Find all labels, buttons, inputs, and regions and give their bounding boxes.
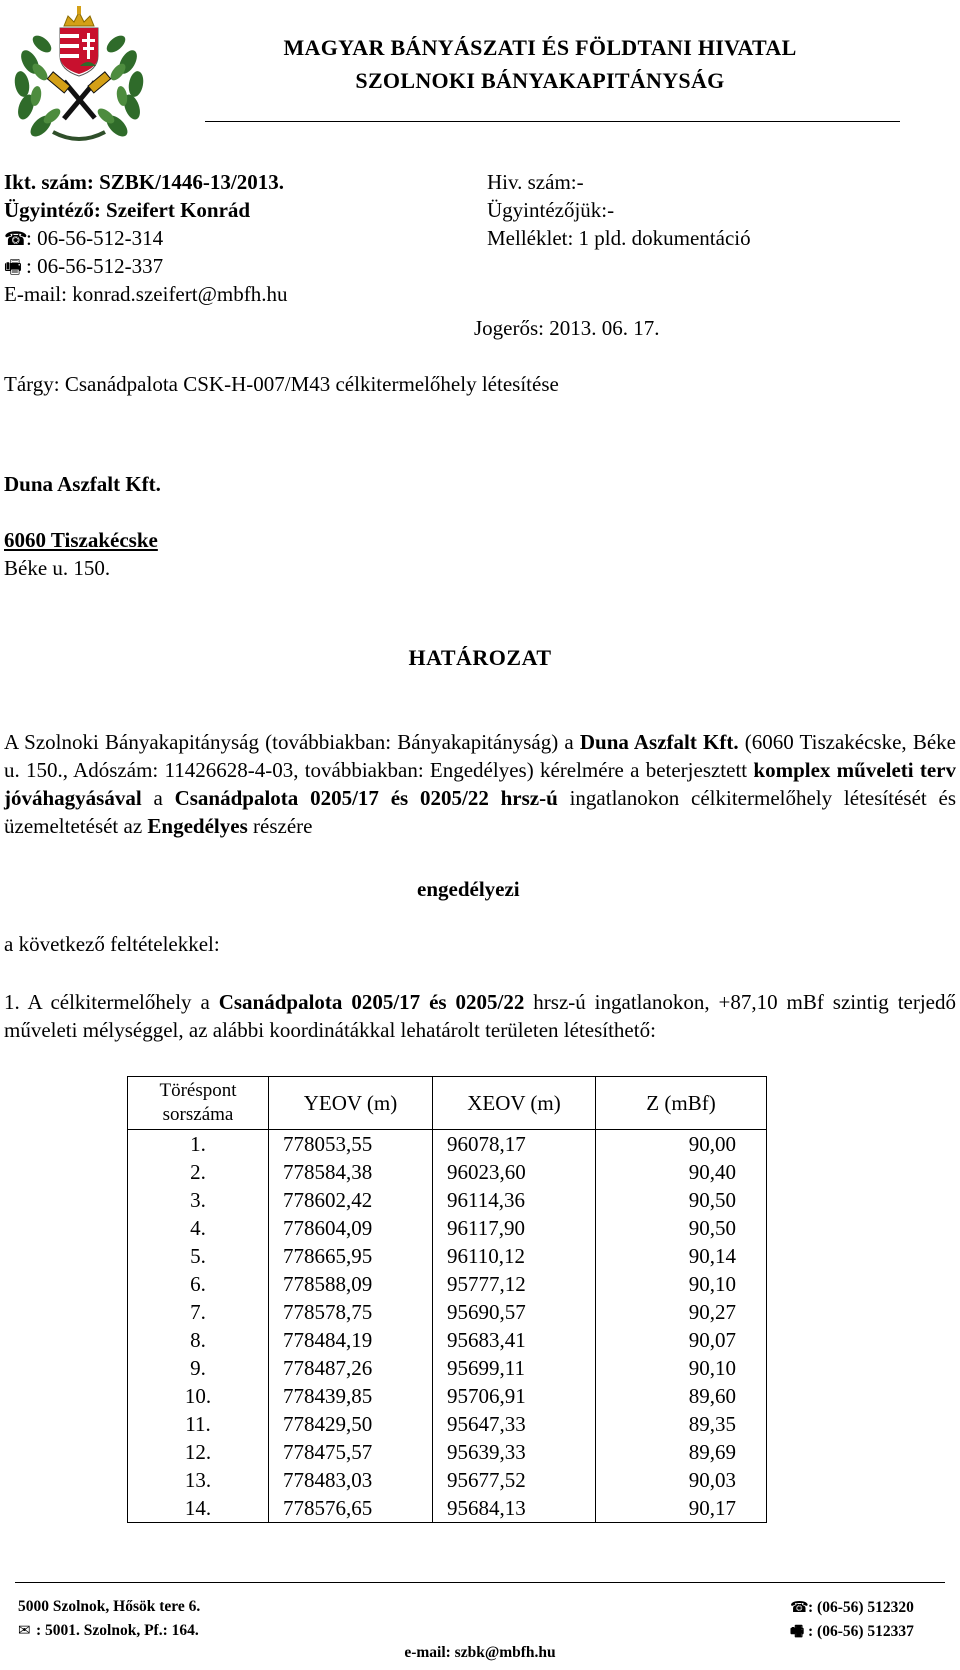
cell-yeov: 778439,85 xyxy=(269,1382,433,1410)
grants-word: engedélyezi xyxy=(417,877,520,901)
table-row xyxy=(128,1354,767,1382)
table-row xyxy=(128,1158,767,1186)
cell-yeov: 778053,55 xyxy=(269,1130,433,1159)
cell-z: 90,50 xyxy=(596,1186,767,1214)
cell-xeov: 95699,11 xyxy=(433,1354,596,1382)
cell-point: 10. xyxy=(128,1382,269,1410)
cell-z: 90,40 xyxy=(596,1158,767,1186)
cell-z: 89,35 xyxy=(596,1410,767,1438)
cell-z: 90,14 xyxy=(596,1242,767,1270)
addressee-street: Béke u. 150. xyxy=(4,556,111,580)
para-bold-company: Duna Aszfalt Kft. xyxy=(579,730,739,754)
conditions-intro: a következő feltételekkel: xyxy=(4,932,220,956)
col-header-xeov: XEOV (m) xyxy=(433,1077,596,1130)
cell-point: 2. xyxy=(128,1158,269,1186)
table-row xyxy=(128,1242,767,1270)
cell-point: 11. xyxy=(128,1410,269,1438)
col-header-point: Töréspont sorszáma xyxy=(128,1077,269,1130)
footer-phone xyxy=(790,1598,914,1617)
cell-yeov: 778484,19 xyxy=(269,1326,433,1354)
fax-icon: 🖷 xyxy=(790,1622,805,1640)
table-row xyxy=(128,1466,767,1494)
table-row xyxy=(128,1494,767,1523)
table-row xyxy=(128,1186,767,1214)
cell-yeov: 778429,50 xyxy=(269,1410,433,1438)
cell-xeov: 95677,52 xyxy=(433,1466,596,1494)
cell-xeov: 95684,13 xyxy=(433,1494,596,1523)
case-officer: Ügyintéző: Szeifert Konrád xyxy=(4,198,251,222)
cell-yeov: 778584,38 xyxy=(269,1158,433,1186)
cell-point: 5. xyxy=(128,1242,269,1270)
col-header-yeov: YEOV (m) xyxy=(269,1077,433,1130)
cell-point: 12. xyxy=(128,1438,269,1466)
cell-xeov: 95690,57 xyxy=(433,1298,596,1326)
para-text: a xyxy=(141,786,175,810)
table-row xyxy=(128,1298,767,1326)
footer-fax-text: : (06-56) 512337 xyxy=(808,1623,914,1640)
cell-yeov: 778576,65 xyxy=(269,1494,433,1523)
cell-xeov: 95706,91 xyxy=(433,1382,596,1410)
footer-fax xyxy=(790,1621,914,1646)
cell-point: 13. xyxy=(128,1466,269,1494)
table-row xyxy=(128,1326,767,1354)
condition-text: hrsz-ú ingatlanokon, +87,10 mBf szintig terjedő műveleti mélységgel, az alábbi koordinátákkal lehatárolt területen létesíthető: xyxy=(4,990,956,1042)
table-row xyxy=(128,1382,767,1410)
cell-yeov: 778604,09 xyxy=(269,1214,433,1242)
cell-z: 89,60 xyxy=(596,1382,767,1410)
table-row xyxy=(128,1410,767,1438)
footer-email: e-mail: szbk@mbfh.hu xyxy=(404,1644,556,1661)
cell-yeov: 778578,75 xyxy=(269,1298,433,1326)
subject-line: Tárgy: Csanádpalota CSK-H-007/M43 célkitermelőhely létesítése xyxy=(4,372,559,396)
table-row xyxy=(128,1130,767,1159)
cell-z: 90,00 xyxy=(596,1130,767,1159)
cell-xeov: 96110,12 xyxy=(433,1242,596,1270)
cell-point: 14. xyxy=(128,1494,269,1523)
cell-z: 90,10 xyxy=(596,1354,767,1382)
fax-line xyxy=(4,252,163,281)
cell-point: 7. xyxy=(128,1298,269,1326)
their-reference: Hiv. szám:- xyxy=(487,170,584,194)
para-text: , Adószám: 11426628-4-03, továbbiakban: Engedélyes) kérelmére a beterjesztett xyxy=(62,758,754,782)
cell-yeov: 778483,03 xyxy=(269,1466,433,1494)
coat-of-arms-logo xyxy=(8,4,150,148)
cell-yeov: 778487,26 xyxy=(269,1354,433,1382)
table-row xyxy=(128,1438,767,1466)
condition-bold-parcels: Csanádpalota 0205/17 és 0205/22 xyxy=(218,990,525,1014)
decision-paragraph xyxy=(4,728,956,840)
para-text: részére xyxy=(247,814,313,838)
footer-phone-text: : (06-56) 512320 xyxy=(808,1599,914,1616)
footer-postal-text: : 5001. Szolnok, Pf.: 164. xyxy=(36,1622,199,1639)
cell-z: 90,10 xyxy=(596,1270,767,1298)
cell-point: 4. xyxy=(128,1214,269,1242)
coordinates-table xyxy=(127,1076,767,1523)
email-line: E-mail: konrad.szeifert@mbfh.hu xyxy=(4,282,288,306)
cell-yeov: 778588,09 xyxy=(269,1270,433,1298)
footer-address: 5000 Szolnok, Hősök tere 6. xyxy=(18,1598,201,1615)
footer-postal xyxy=(18,1621,199,1640)
fax-icon: 🖷 xyxy=(4,256,22,278)
cell-xeov: 96114,36 xyxy=(433,1186,596,1214)
cell-point: 1. xyxy=(128,1130,269,1159)
agency-subname: SZOLNOKI BÁNYAKAPITÁNYSÁG xyxy=(355,68,725,93)
cell-z: 90,07 xyxy=(596,1326,767,1354)
table-row xyxy=(128,1270,767,1298)
cell-xeov: 95683,41 xyxy=(433,1326,596,1354)
reference-number: Ikt. szám: SZBK/1446-13/2013. xyxy=(4,170,285,194)
cell-point: 8. xyxy=(128,1326,269,1354)
cell-point: 6. xyxy=(128,1270,269,1298)
para-bold-licensee: Engedélyes xyxy=(147,814,248,838)
telephone-icon: ☎ xyxy=(4,228,28,250)
cell-xeov: 96023,60 xyxy=(433,1158,596,1186)
envelope-icon: ✉ xyxy=(18,1621,31,1639)
para-text: ingatlanokon célkitermelőhely létesítését és üzemeltetését az xyxy=(4,786,957,838)
para-bold-parcels: Csanádpalota 0205/17 és 0205/22 hrsz-ú xyxy=(174,786,558,810)
cell-z: 90,03 xyxy=(596,1466,767,1494)
attachment: Melléklet: 1 pld. dokumentáció xyxy=(487,226,751,250)
para-bold-plan: komplex műveleti terv jóváhagyásával xyxy=(4,758,957,810)
cell-xeov: 95777,12 xyxy=(433,1270,596,1298)
their-officer: Ügyintézőjük:- xyxy=(487,198,615,222)
header-rule xyxy=(205,121,900,122)
agency-name: MAGYAR BÁNYÁSZATI ÉS FÖLDTANI HIVATAL xyxy=(283,35,797,60)
phone-line xyxy=(4,224,163,253)
telephone-icon: ☎ xyxy=(790,1598,809,1616)
cell-point: 3. xyxy=(128,1186,269,1214)
col-header-z: Z (mBf) xyxy=(596,1077,767,1130)
footer-rule xyxy=(15,1582,945,1583)
fax-number: : 06-56-512-337 xyxy=(26,254,164,278)
para-text: (6060 Tiszakécske, Béke u. 150. xyxy=(4,730,956,782)
cell-yeov: 778475,57 xyxy=(269,1438,433,1466)
cell-yeov: 778665,95 xyxy=(269,1242,433,1270)
table-header-row xyxy=(128,1077,767,1130)
cell-xeov: 95639,33 xyxy=(433,1438,596,1466)
table-row xyxy=(128,1214,767,1242)
condition-1 xyxy=(4,988,956,1044)
cell-z: 90,50 xyxy=(596,1214,767,1242)
cell-z: 90,17 xyxy=(596,1494,767,1523)
addressee-name: Duna Aszfalt Kft. xyxy=(4,472,161,496)
decision-heading: HATÁROZAT xyxy=(408,645,552,670)
cell-xeov: 95647,33 xyxy=(433,1410,596,1438)
cell-z: 89,69 xyxy=(596,1438,767,1466)
cell-yeov: 778602,42 xyxy=(269,1186,433,1214)
para-text: A Szolnoki Bányakapitányság (továbbiakban: Bányakapitányság) a xyxy=(4,730,580,754)
phone-number: : 06-56-512-314 xyxy=(26,226,164,250)
cell-xeov: 96078,17 xyxy=(433,1130,596,1159)
cell-xeov: 96117,90 xyxy=(433,1214,596,1242)
cell-z: 90,27 xyxy=(596,1298,767,1326)
cell-point: 9. xyxy=(128,1354,269,1382)
final-date: Jogerős: 2013. 06. 17. xyxy=(474,316,660,340)
condition-text: 1. A célkitermelőhely a xyxy=(4,990,219,1014)
addressee-city: 6060 Tiszakécske xyxy=(4,528,158,552)
